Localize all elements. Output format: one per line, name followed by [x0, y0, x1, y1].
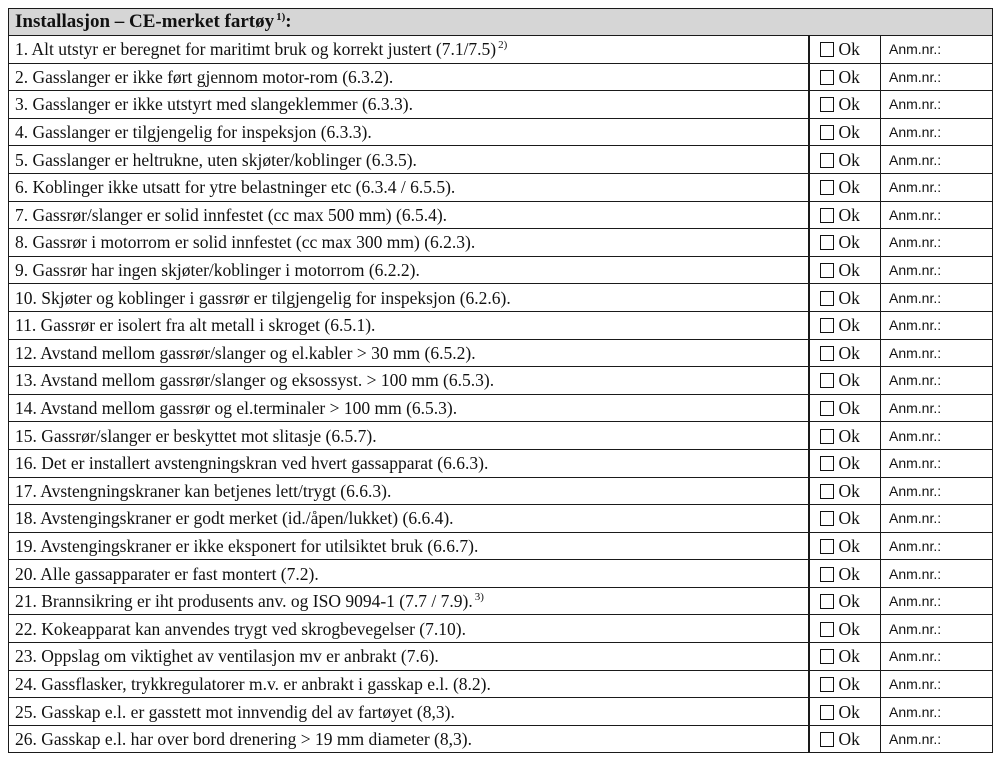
item-cell	[9, 256, 809, 284]
ok-checkbox[interactable]	[820, 401, 834, 416]
item-cell	[9, 670, 809, 698]
ok-label: Ok	[838, 701, 860, 722]
item-cell	[9, 118, 809, 146]
ok-checkbox[interactable]	[820, 346, 834, 361]
item-cell	[9, 725, 809, 753]
checklist-row	[9, 394, 993, 422]
ok-cell	[809, 643, 881, 671]
anm-label: Anm.nr.:	[889, 675, 942, 692]
anm-label: Anm.nr.:	[889, 400, 942, 417]
item-text: 25. Gasskap e.l. er gasstett mot innvendig del av fartøyet (8,3).	[15, 701, 455, 722]
item-text: 12. Avstand mellom gassrør/slanger og el.kabler > 30 mm (6.5.2).	[15, 342, 476, 363]
ok-checkbox[interactable]	[820, 125, 834, 140]
item-cell	[9, 91, 809, 119]
item-cell	[9, 339, 809, 367]
anm-label: Anm.nr.:	[889, 344, 942, 361]
ok-label: Ok	[838, 342, 860, 363]
item-cell	[9, 615, 809, 643]
item-text: 7. Gassrør/slanger er solid innfestet (cc max 500 mm) (6.5.4).	[15, 204, 448, 225]
checklist-row	[9, 91, 993, 119]
ok-checkbox[interactable]	[820, 70, 834, 85]
item-cell	[9, 311, 809, 339]
ok-checkbox[interactable]	[820, 208, 834, 223]
ok-label: Ok	[838, 480, 860, 501]
checklist-row	[9, 256, 993, 284]
ok-checkbox[interactable]	[820, 677, 834, 692]
anm-label: Anm.nr.:	[889, 262, 942, 279]
item-text: 9. Gassrør har ingen skjøter/koblinger i motorrom (6.2.2).	[15, 260, 420, 281]
ok-cell	[809, 63, 881, 91]
ok-checkbox[interactable]	[820, 622, 834, 637]
ok-label: Ok	[838, 177, 860, 198]
item-cell	[9, 643, 809, 671]
anm-label: Anm.nr.:	[889, 510, 942, 527]
ok-label: Ok	[838, 370, 860, 391]
item-footnote: 2)	[498, 39, 508, 52]
anm-cell[interactable]	[881, 91, 993, 119]
ok-cell	[809, 36, 881, 64]
checklist-sheet	[8, 8, 992, 753]
ok-checkbox[interactable]	[820, 235, 834, 250]
checklist-row	[9, 587, 993, 615]
item-cell	[9, 229, 809, 257]
ok-checkbox[interactable]	[820, 180, 834, 195]
item-text: 16. Det er installert avstengningskran ved hvert gassapparat (6.6.3).	[15, 453, 489, 474]
section-title-footnote: 1)	[276, 10, 286, 23]
checklist-row	[9, 725, 993, 753]
item-text: 18. Avstengingskraner er godt merket (id./åpen/lukket) (6.6.4).	[15, 508, 454, 529]
anm-label: Anm.nr.:	[889, 565, 942, 582]
item-text: 20. Alle gassapparater er fast montert (7.2).	[15, 563, 319, 584]
checklist-row	[9, 698, 993, 726]
ok-checkbox[interactable]	[820, 373, 834, 388]
anm-cell[interactable]	[881, 560, 993, 588]
ok-cell	[809, 284, 881, 312]
item-text: 14. Avstand mellom gassrør og el.terminaler > 100 mm (6.5.3).	[15, 398, 458, 419]
item-text: 15. Gassrør/slanger er beskyttet mot slitasje (6.5.7).	[15, 425, 377, 446]
item-cell	[9, 201, 809, 229]
ok-label: Ok	[838, 398, 860, 419]
ok-label: Ok	[838, 122, 860, 143]
ok-cell	[809, 698, 881, 726]
item-text: 13. Avstand mellom gassrør/slanger og eksossyst. > 100 mm (6.5.3).	[15, 370, 495, 391]
anm-cell[interactable]	[881, 477, 993, 505]
ok-label: Ok	[838, 453, 860, 474]
anm-cell[interactable]	[881, 173, 993, 201]
ok-cell	[809, 311, 881, 339]
ok-label: Ok	[838, 39, 860, 60]
checklist-row	[9, 367, 993, 395]
anm-cell[interactable]	[881, 532, 993, 560]
anm-label: Anm.nr.:	[889, 96, 942, 113]
ok-cell	[809, 91, 881, 119]
item-text: 4. Gasslanger er tilgjengelig for inspeksjon (6.3.3).	[15, 122, 372, 143]
anm-label: Anm.nr.:	[889, 620, 942, 637]
checklist-row	[9, 36, 993, 64]
ok-checkbox[interactable]	[820, 484, 834, 499]
ok-checkbox[interactable]	[820, 705, 834, 720]
item-cell	[9, 532, 809, 560]
item-cell	[9, 560, 809, 588]
ok-checkbox[interactable]	[820, 732, 834, 747]
anm-cell[interactable]	[881, 118, 993, 146]
item-text: 5. Gasslanger er heltrukne, uten skjøter/koblinger (6.3.5).	[15, 149, 417, 170]
anm-cell[interactable]	[881, 284, 993, 312]
item-text: 1. Alt utstyr er beregnet for maritimt bruk og korrekt justert (7.1/7.5)	[15, 39, 497, 60]
checklist-row	[9, 422, 993, 450]
checklist-row	[9, 118, 993, 146]
anm-label: Anm.nr.:	[889, 206, 942, 223]
item-text: 24. Gassflasker, trykkregulatorer m.v. er anbrakt i gasskap e.l. (8.2).	[15, 673, 491, 694]
ok-label: Ok	[838, 66, 860, 87]
ok-checkbox[interactable]	[820, 594, 834, 609]
item-text: 11. Gassrør er isolert fra alt metall i skroget (6.5.1).	[15, 315, 376, 336]
item-cell	[9, 477, 809, 505]
checklist-row	[9, 201, 993, 229]
ok-label: Ok	[838, 618, 860, 639]
ok-label: Ok	[838, 287, 860, 308]
ok-checkbox[interactable]	[820, 153, 834, 168]
section-title: Installasjon – CE-merket fartøy $^{1)}$:	[9, 9, 993, 36]
section-title-text: Installasjon – CE-merket fartøy	[15, 11, 275, 32]
ok-cell	[809, 118, 881, 146]
anm-label: Anm.nr.:	[889, 455, 942, 472]
ok-cell	[809, 394, 881, 422]
anm-label: Anm.nr.:	[889, 537, 942, 554]
ok-cell	[809, 670, 881, 698]
ok-checkbox[interactable]	[820, 511, 834, 526]
header-row	[9, 9, 993, 36]
checklist-row	[9, 449, 993, 477]
ok-cell	[809, 422, 881, 450]
ok-cell	[809, 477, 881, 505]
ok-cell	[809, 201, 881, 229]
ok-checkbox[interactable]	[820, 291, 834, 306]
item-text: 19. Avstengingskraner er ikke eksponert for utilsiktet bruk (6.6.7).	[15, 535, 479, 556]
checklist-row	[9, 63, 993, 91]
checklist-row	[9, 146, 993, 174]
checklist-body	[9, 9, 993, 753]
checklist-row	[9, 670, 993, 698]
item-text: 2. Gasslanger er ikke ført gjennom motor-rom (6.3.2).	[15, 66, 394, 87]
anm-label: Anm.nr.:	[889, 234, 942, 251]
anm-label: Anm.nr.:	[889, 482, 942, 499]
item-text: 17. Avstengningskraner kan betjenes lett/trygt (6.6.3).	[15, 480, 392, 501]
ok-label: Ok	[838, 729, 860, 750]
anm-cell[interactable]	[881, 63, 993, 91]
anm-cell[interactable]	[881, 422, 993, 450]
anm-label: Anm.nr.:	[889, 703, 942, 720]
anm-label: Anm.nr.:	[889, 179, 942, 196]
anm-cell[interactable]	[881, 311, 993, 339]
anm-cell[interactable]	[881, 643, 993, 671]
item-text: 21. Brannsikring er iht produsents anv. og ISO 9094-1 (7.7 / 7.9).	[15, 591, 473, 612]
item-text: 26. Gasskap e.l. har over bord drenering > 19 mm diameter (8,3).	[15, 729, 472, 750]
item-text: 10. Skjøter og koblinger i gassrør er tilgjengelig for inspeksjon (6.2.6).	[15, 287, 511, 308]
ok-cell	[809, 256, 881, 284]
ok-label: Ok	[838, 94, 860, 115]
checklist-row	[9, 311, 993, 339]
anm-label: Anm.nr.:	[889, 317, 942, 334]
checklist-row	[9, 560, 993, 588]
checklist-row	[9, 643, 993, 671]
ok-checkbox[interactable]	[820, 318, 834, 333]
item-text: 23. Oppslag om viktighet av ventilasjon mv er anbrakt (7.6).	[15, 646, 439, 667]
item-cell	[9, 284, 809, 312]
ok-label: Ok	[838, 591, 860, 612]
anm-label: Anm.nr.:	[889, 68, 942, 85]
anm-cell[interactable]	[881, 36, 993, 64]
ok-checkbox[interactable]	[820, 539, 834, 554]
item-cell	[9, 63, 809, 91]
item-cell	[9, 146, 809, 174]
ok-label: Ok	[838, 508, 860, 529]
anm-cell[interactable]	[881, 367, 993, 395]
item-text: 6. Koblinger ikke utsatt for ytre belastninger etc (6.3.4 / 6.5.5).	[15, 177, 456, 198]
ok-cell	[809, 587, 881, 615]
ok-label: Ok	[838, 204, 860, 225]
anm-cell[interactable]	[881, 201, 993, 229]
anm-label: Anm.nr.:	[889, 427, 942, 444]
ok-cell	[809, 449, 881, 477]
anm-cell[interactable]	[881, 146, 993, 174]
item-text: 3. Gasslanger er ikke utstyrt med slangeklemmer (6.3.3).	[15, 94, 414, 115]
ok-checkbox[interactable]	[820, 263, 834, 278]
checklist-row	[9, 615, 993, 643]
ok-checkbox[interactable]	[820, 649, 834, 664]
ok-cell	[809, 367, 881, 395]
ok-checkbox[interactable]	[820, 42, 834, 57]
anm-label: Anm.nr.:	[889, 372, 942, 389]
anm-cell[interactable]	[881, 587, 993, 615]
anm-label: Anm.nr.:	[889, 593, 942, 610]
ok-label: Ok	[838, 149, 860, 170]
anm-label: Anm.nr.:	[889, 731, 942, 748]
anm-cell[interactable]	[881, 394, 993, 422]
checklist-table	[8, 8, 993, 753]
checklist-row	[9, 505, 993, 533]
ok-label: Ok	[838, 535, 860, 556]
item-text: 8. Gassrør i motorrom er solid innfestet (cc max 300 mm) (6.2.3).	[15, 232, 476, 253]
ok-cell	[809, 146, 881, 174]
anm-label: Anm.nr.:	[889, 289, 942, 306]
ok-cell	[809, 339, 881, 367]
ok-cell	[809, 173, 881, 201]
item-cell	[9, 367, 809, 395]
anm-cell[interactable]	[881, 670, 993, 698]
anm-cell[interactable]	[881, 229, 993, 257]
item-cell	[9, 698, 809, 726]
ok-cell	[809, 532, 881, 560]
ok-cell	[809, 560, 881, 588]
ok-label: Ok	[838, 673, 860, 694]
item-cell	[9, 449, 809, 477]
checklist-row	[9, 173, 993, 201]
ok-label: Ok	[838, 315, 860, 336]
ok-cell	[809, 229, 881, 257]
item-cell	[9, 173, 809, 201]
anm-cell[interactable]	[881, 449, 993, 477]
anm-label: Anm.nr.:	[889, 41, 942, 58]
item-cell	[9, 587, 809, 615]
item-text: 22. Kokeapparat kan anvendes trygt ved skrogbevegelser (7.10).	[15, 618, 466, 639]
ok-checkbox[interactable]	[820, 567, 834, 582]
ok-label: Ok	[838, 232, 860, 253]
checklist-row	[9, 229, 993, 257]
ok-checkbox[interactable]	[820, 456, 834, 471]
checklist-row	[9, 339, 993, 367]
anm-label: Anm.nr.:	[889, 124, 942, 141]
item-cell	[9, 394, 809, 422]
checklist-row	[9, 532, 993, 560]
ok-label: Ok	[838, 563, 860, 584]
anm-cell[interactable]	[881, 505, 993, 533]
item-cell	[9, 36, 809, 64]
ok-cell	[809, 725, 881, 753]
ok-label: Ok	[838, 646, 860, 667]
anm-cell[interactable]	[881, 256, 993, 284]
ok-label: Ok	[838, 260, 860, 281]
ok-checkbox[interactable]	[820, 97, 834, 112]
ok-cell	[809, 505, 881, 533]
anm-label: Anm.nr.:	[889, 648, 942, 665]
item-footnote: 3)	[474, 591, 484, 604]
anm-cell[interactable]	[881, 698, 993, 726]
anm-cell[interactable]	[881, 725, 993, 753]
item-cell	[9, 422, 809, 450]
ok-label: Ok	[838, 425, 860, 446]
checklist-row	[9, 477, 993, 505]
ok-checkbox[interactable]	[820, 429, 834, 444]
anm-label: Anm.nr.:	[889, 151, 942, 168]
checklist-row	[9, 284, 993, 312]
ok-cell	[809, 615, 881, 643]
item-cell	[9, 505, 809, 533]
anm-cell[interactable]	[881, 339, 993, 367]
anm-cell[interactable]	[881, 615, 993, 643]
